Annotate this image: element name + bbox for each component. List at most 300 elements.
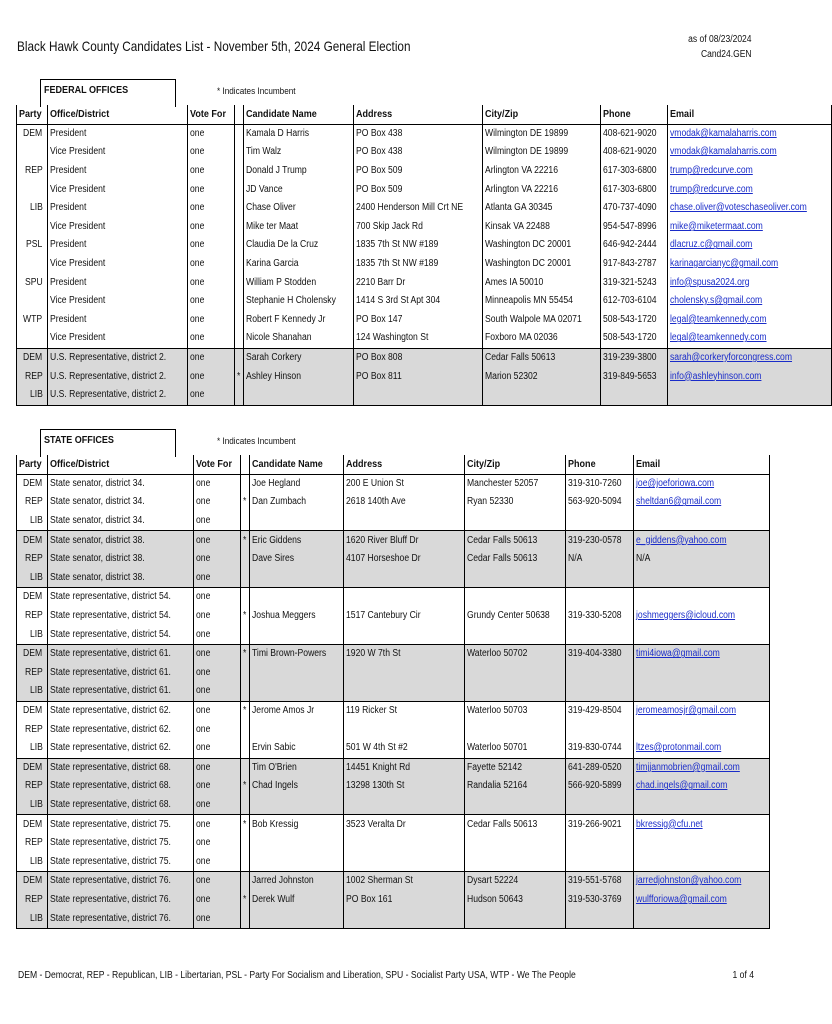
city-zip-cell bbox=[465, 701, 566, 720]
candidate-name-cell-text: Karina Garcia bbox=[246, 258, 299, 270]
phone-cell-text: 319-266-9021 bbox=[568, 818, 622, 830]
incumbent-marker bbox=[240, 531, 249, 550]
phone-cell bbox=[600, 273, 667, 292]
candidate-name-cell-text: Kamala D Harris bbox=[246, 127, 310, 139]
city-zip-cell bbox=[483, 329, 600, 348]
email-cell bbox=[633, 682, 769, 701]
party-cell bbox=[17, 891, 48, 910]
candidate-name-cell-text: Tim O'Brien bbox=[251, 761, 297, 773]
candidate-name-cell-text: Dave Sires bbox=[251, 553, 294, 565]
address-cell-text: 2618 140th Ave bbox=[345, 496, 406, 508]
office-cell bbox=[48, 218, 188, 237]
phone-cell bbox=[600, 367, 667, 386]
federal-incumbent-note: * Indicates Incumbent bbox=[217, 86, 296, 97]
email-link[interactable]: legal@teamkennedy.com bbox=[669, 313, 767, 325]
city-zip-cell bbox=[465, 891, 566, 910]
candidate-name-cell bbox=[249, 493, 343, 512]
column-header-label: Candidate Name bbox=[246, 108, 317, 121]
email-cell[interactable] bbox=[633, 701, 769, 720]
office-cell bbox=[48, 124, 188, 143]
incumbent-marker bbox=[235, 311, 244, 330]
city-zip-cell-text: Washington DC 20001 bbox=[485, 258, 572, 270]
vote-for-cell bbox=[188, 143, 235, 162]
phone-cell bbox=[566, 739, 633, 758]
email-cell[interactable] bbox=[667, 273, 831, 292]
table-row bbox=[17, 512, 770, 531]
email-cell[interactable] bbox=[633, 607, 769, 626]
office-cell bbox=[48, 758, 194, 777]
vote-for-cell-text: one bbox=[195, 855, 211, 867]
email-cell[interactable] bbox=[667, 348, 831, 367]
candidate-name-cell bbox=[249, 607, 343, 626]
incumbent-marker bbox=[235, 124, 244, 143]
party-cell bbox=[17, 124, 48, 143]
candidate-name-cell bbox=[244, 143, 354, 162]
candidate-name-cell bbox=[249, 644, 343, 663]
phone-cell bbox=[566, 607, 633, 626]
office-cell bbox=[48, 644, 194, 663]
party-cell bbox=[17, 777, 48, 796]
party-cell bbox=[17, 625, 48, 644]
party-cell bbox=[17, 512, 48, 531]
email-cell bbox=[633, 852, 769, 871]
address-cell-text: 4107 Horseshoe Dr bbox=[345, 553, 421, 565]
office-cell-text: State senator, district 38. bbox=[50, 534, 145, 546]
email-link[interactable]: joshmeggers@icloud.com bbox=[635, 610, 735, 622]
email-link[interactable]: sarah@corkeryforcongress.com bbox=[669, 352, 792, 364]
email-link[interactable]: jarredjohnston@yahoo.com bbox=[635, 875, 741, 887]
email-cell[interactable] bbox=[633, 891, 769, 910]
office-cell bbox=[48, 682, 194, 701]
vote-for-cell bbox=[193, 720, 240, 739]
city-zip-cell-text: Cedar Falls 50613 bbox=[467, 534, 538, 546]
vote-for-cell-text: one bbox=[190, 389, 205, 401]
email-cell[interactable] bbox=[667, 218, 831, 237]
address-cell bbox=[343, 815, 464, 834]
table-row bbox=[17, 852, 770, 871]
email-link[interactable]: ltzes@protonmail.com bbox=[635, 742, 721, 754]
email-cell bbox=[667, 386, 831, 405]
vote-for-cell bbox=[193, 664, 240, 683]
incumbent-marker-text: * bbox=[237, 370, 241, 382]
city-zip-cell bbox=[465, 607, 566, 626]
table-row bbox=[17, 644, 770, 663]
email-cell bbox=[633, 796, 769, 815]
federal-section-label: FEDERAL OFFICES bbox=[44, 84, 129, 96]
email-link[interactable]: wulfforiowa@gmail.com bbox=[635, 893, 727, 905]
candidate-name-cell bbox=[244, 180, 354, 199]
vote-for-cell-text: one bbox=[195, 818, 211, 830]
email-link[interactable]: trump@redcurve.com bbox=[669, 183, 753, 195]
vote-for-cell bbox=[193, 909, 240, 928]
column-header bbox=[188, 105, 235, 124]
incumbent-marker bbox=[235, 162, 244, 181]
email-cell bbox=[633, 625, 769, 644]
email-cell[interactable] bbox=[667, 292, 831, 311]
phone-cell-text: 319-849-5653 bbox=[602, 370, 657, 382]
party-cell-text: DEM bbox=[23, 818, 43, 830]
office-cell bbox=[48, 236, 188, 255]
email-cell[interactable] bbox=[633, 531, 769, 550]
office-cell-text: President bbox=[50, 127, 87, 139]
phone-cell bbox=[566, 625, 633, 644]
address-cell bbox=[353, 124, 483, 143]
table-row bbox=[17, 199, 832, 218]
email-link[interactable]: timi4iowa@gmail.com bbox=[635, 648, 720, 660]
party-cell-text: LIB bbox=[30, 202, 44, 214]
incumbent-marker bbox=[235, 199, 244, 218]
address-cell bbox=[353, 386, 483, 405]
address-cell bbox=[343, 796, 464, 815]
incumbent-marker bbox=[235, 273, 244, 292]
vote-for-cell-text: one bbox=[190, 239, 205, 251]
candidate-name-cell bbox=[244, 311, 354, 330]
party-cell bbox=[17, 199, 48, 218]
city-zip-cell-text: South Walpole MA 02071 bbox=[485, 313, 582, 325]
email-link[interactable]: dlacruz.c@gmail.com bbox=[669, 239, 753, 251]
vote-for-cell-text: one bbox=[190, 258, 205, 270]
incumbent-marker bbox=[240, 512, 249, 531]
office-cell bbox=[48, 588, 194, 607]
party-cell-text: LIB bbox=[30, 855, 44, 867]
email-link[interactable]: timjjanmobrien@gmail.com bbox=[635, 761, 740, 773]
email-cell[interactable] bbox=[667, 367, 831, 386]
address-cell-text: 1920 W 7th St bbox=[345, 648, 401, 660]
incumbent-marker-text: * bbox=[242, 534, 247, 546]
phone-cell-text: 646-942-2444 bbox=[602, 239, 657, 251]
vote-for-cell bbox=[188, 199, 235, 218]
office-cell-text: State representative, district 76. bbox=[50, 893, 172, 905]
email-link[interactable]: info@spusa2024.org bbox=[669, 276, 750, 288]
email-cell[interactable] bbox=[633, 815, 769, 834]
candidate-name-cell bbox=[249, 682, 343, 701]
email-cell[interactable] bbox=[633, 493, 769, 512]
party-cell-text: LIB bbox=[30, 685, 44, 697]
phone-cell-text: 617-303-6800 bbox=[602, 183, 657, 195]
candidate-name-cell bbox=[244, 255, 354, 274]
city-zip-cell bbox=[483, 348, 600, 367]
candidate-name-cell-text: Joe Hegland bbox=[251, 477, 300, 489]
party-cell bbox=[17, 739, 48, 758]
office-cell bbox=[48, 143, 188, 162]
vote-for-cell bbox=[188, 386, 235, 405]
vote-for-cell bbox=[193, 796, 240, 815]
candidate-name-cell bbox=[249, 739, 343, 758]
column-header bbox=[235, 105, 244, 124]
office-cell bbox=[48, 834, 194, 853]
candidate-name-cell-text: JD Vance bbox=[246, 183, 283, 195]
address-cell bbox=[353, 199, 483, 218]
office-cell-text: State senator, district 38. bbox=[50, 553, 145, 565]
office-cell bbox=[48, 909, 194, 928]
address-cell-text: PO Box 438 bbox=[355, 127, 402, 139]
address-cell bbox=[353, 273, 483, 292]
address-cell bbox=[353, 329, 483, 348]
address-cell bbox=[343, 493, 464, 512]
table-row bbox=[17, 872, 770, 891]
email-link[interactable]: vmodak@kamalaharris.com bbox=[669, 146, 777, 158]
phone-cell bbox=[600, 218, 667, 237]
vote-for-cell bbox=[188, 255, 235, 274]
party-cell bbox=[17, 607, 48, 626]
address-cell bbox=[353, 143, 483, 162]
vote-for-cell bbox=[188, 218, 235, 237]
table-row bbox=[17, 739, 770, 758]
column-header bbox=[566, 455, 633, 474]
phone-cell bbox=[566, 682, 633, 701]
vote-for-cell bbox=[188, 180, 235, 199]
phone-cell bbox=[566, 796, 633, 815]
office-cell bbox=[48, 607, 194, 626]
vote-for-cell-text: one bbox=[195, 610, 211, 622]
column-header bbox=[353, 105, 483, 124]
office-cell-text: State representative, district 68. bbox=[50, 798, 172, 810]
party-cell-text: SPU bbox=[24, 276, 43, 288]
address-cell bbox=[343, 852, 464, 871]
party-cell-text: REP bbox=[24, 370, 43, 382]
office-cell-text: State senator, district 34. bbox=[50, 496, 145, 508]
phone-cell-text: 319-404-3380 bbox=[568, 648, 622, 660]
vote-for-cell bbox=[193, 644, 240, 663]
address-cell bbox=[353, 348, 483, 367]
city-zip-cell bbox=[465, 682, 566, 701]
candidate-name-cell bbox=[249, 815, 343, 834]
candidate-name-cell-text: Tim Walz bbox=[246, 146, 282, 158]
incumbent-marker bbox=[235, 236, 244, 255]
address-cell bbox=[353, 255, 483, 274]
candidate-name-cell bbox=[244, 386, 354, 405]
email-cell[interactable] bbox=[633, 872, 769, 891]
email-cell[interactable] bbox=[667, 255, 831, 274]
city-zip-cell bbox=[483, 180, 600, 199]
candidate-name-cell bbox=[244, 292, 354, 311]
table-row bbox=[17, 292, 832, 311]
vote-for-cell-text: one bbox=[195, 798, 211, 810]
email-cell[interactable] bbox=[667, 329, 831, 348]
candidate-name-cell-text: Nicole Shanahan bbox=[246, 332, 312, 344]
city-zip-cell-text: Washington DC 20001 bbox=[485, 239, 572, 251]
office-cell bbox=[48, 162, 188, 181]
city-zip-cell bbox=[465, 474, 566, 493]
city-zip-cell bbox=[465, 815, 566, 834]
vote-for-cell bbox=[193, 852, 240, 871]
table-row bbox=[17, 607, 770, 626]
email-link[interactable]: sheltdan6@gmail.com bbox=[635, 496, 721, 508]
state-section-label: STATE OFFICES bbox=[44, 434, 114, 446]
vote-for-cell-text: one bbox=[195, 893, 211, 905]
office-cell-text: U.S. Representative, district 2. bbox=[50, 370, 167, 382]
address-cell bbox=[343, 531, 464, 550]
city-zip-cell-text: Waterloo 50701 bbox=[467, 742, 528, 754]
office-cell bbox=[48, 531, 194, 550]
city-zip-cell bbox=[465, 531, 566, 550]
email-link[interactable]: jeromeamosjr@gmail.com bbox=[635, 705, 736, 717]
email-cell[interactable] bbox=[633, 739, 769, 758]
city-zip-cell-text: Randalia 52164 bbox=[467, 780, 528, 792]
party-cell bbox=[17, 569, 48, 588]
email-cell[interactable] bbox=[633, 758, 769, 777]
office-cell bbox=[48, 474, 194, 493]
city-zip-cell-text: Cedar Falls 50613 bbox=[467, 553, 538, 565]
phone-cell bbox=[566, 891, 633, 910]
office-cell bbox=[48, 311, 188, 330]
phone-cell-text: 617-303-6800 bbox=[602, 165, 657, 177]
party-cell-text: DEM bbox=[23, 534, 43, 546]
office-cell bbox=[48, 493, 194, 512]
table-row bbox=[17, 891, 770, 910]
phone-cell bbox=[566, 588, 633, 607]
email-cell[interactable] bbox=[633, 644, 769, 663]
candidate-name-cell-text: Stephanie H Cholensky bbox=[246, 295, 336, 307]
column-header bbox=[244, 105, 354, 124]
email-cell[interactable] bbox=[633, 777, 769, 796]
office-cell bbox=[48, 625, 194, 644]
party-cell-text: LIB bbox=[30, 515, 44, 527]
email-cell[interactable] bbox=[667, 199, 831, 218]
party-cell-text: DEM bbox=[23, 127, 43, 139]
email-link[interactable]: bkressig@cfu.net bbox=[635, 818, 703, 830]
incumbent-marker-text: * bbox=[242, 705, 247, 717]
party-cell bbox=[17, 815, 48, 834]
city-zip-cell bbox=[465, 550, 566, 569]
email-cell[interactable] bbox=[667, 143, 831, 162]
party-cell-text: WTP bbox=[23, 313, 43, 325]
candidate-name-cell-text: Derek Wulf bbox=[251, 893, 294, 905]
vote-for-cell bbox=[193, 872, 240, 891]
address-cell bbox=[343, 720, 464, 739]
office-cell-text: U.S. Representative, district 2. bbox=[50, 389, 167, 401]
table-row bbox=[17, 348, 832, 367]
address-cell-text: 1517 Cantebury Cir bbox=[345, 610, 421, 622]
address-cell bbox=[353, 292, 483, 311]
candidate-name-cell bbox=[249, 796, 343, 815]
party-cell bbox=[17, 909, 48, 928]
address-cell bbox=[343, 588, 464, 607]
office-cell-text: Vice President bbox=[50, 295, 106, 307]
party-cell bbox=[17, 493, 48, 512]
office-cell-text: State representative, district 54. bbox=[50, 591, 172, 603]
party-cell bbox=[17, 218, 48, 237]
phone-cell bbox=[566, 664, 633, 683]
phone-cell bbox=[566, 815, 633, 834]
address-cell-text: 1414 S 3rd St Apt 304 bbox=[355, 295, 440, 307]
office-cell bbox=[48, 367, 188, 386]
email-link[interactable]: chase.oliver@voteschaseoliver.com bbox=[669, 202, 807, 214]
incumbent-marker bbox=[240, 796, 249, 815]
city-zip-cell bbox=[465, 796, 566, 815]
address-cell-text: 3523 Veralta Dr bbox=[345, 818, 406, 830]
phone-cell-text: 319-321-5243 bbox=[602, 276, 657, 288]
phone-cell bbox=[600, 348, 667, 367]
phone-cell bbox=[600, 311, 667, 330]
incumbent-marker bbox=[240, 569, 249, 588]
incumbent-marker bbox=[240, 834, 249, 853]
office-cell-text: State senator, district 34. bbox=[50, 477, 145, 489]
email-link[interactable]: chad.ingels@gmail.com bbox=[635, 780, 728, 792]
address-cell bbox=[343, 682, 464, 701]
party-cell bbox=[17, 386, 48, 405]
federal-offices-table bbox=[16, 105, 832, 406]
email-cell[interactable] bbox=[667, 162, 831, 181]
incumbent-marker bbox=[240, 739, 249, 758]
column-header-label: City/Zip bbox=[467, 458, 501, 471]
party-cell bbox=[17, 143, 48, 162]
incumbent-marker bbox=[240, 909, 249, 928]
party-cell bbox=[17, 311, 48, 330]
email-link[interactable]: cholensky.s@gmail.com bbox=[669, 295, 763, 307]
office-cell-text: State senator, district 38. bbox=[50, 571, 145, 583]
party-cell bbox=[17, 367, 48, 386]
column-header bbox=[249, 455, 343, 474]
email-cell[interactable] bbox=[667, 180, 831, 199]
email-cell[interactable] bbox=[667, 124, 831, 143]
email-cell bbox=[633, 569, 769, 588]
vote-for-cell bbox=[193, 474, 240, 493]
party-cell-text: PSL bbox=[26, 239, 43, 251]
email-link[interactable]: mike@miketermaat.com bbox=[669, 220, 763, 232]
candidate-name-cell-text: Chase Oliver bbox=[246, 202, 296, 214]
incumbent-marker bbox=[240, 777, 249, 796]
email-cell[interactable] bbox=[633, 474, 769, 493]
vote-for-cell-text: one bbox=[190, 332, 205, 344]
city-zip-cell bbox=[483, 292, 600, 311]
vote-for-cell bbox=[188, 329, 235, 348]
phone-cell bbox=[600, 236, 667, 255]
email-link[interactable]: info@ashleyhinson.com bbox=[669, 370, 762, 382]
as-of-date: as of 08/23/2024 bbox=[688, 34, 752, 45]
party-cell bbox=[17, 531, 48, 550]
email-link[interactable]: legal@teamkennedy.com bbox=[669, 332, 767, 344]
column-header bbox=[17, 455, 48, 474]
city-zip-cell-text: Ames IA 50010 bbox=[485, 276, 544, 288]
email-link[interactable]: karinagarcianyc@gmail.com bbox=[669, 258, 778, 270]
office-cell bbox=[48, 292, 188, 311]
email-cell[interactable] bbox=[667, 236, 831, 255]
email-link[interactable]: vmodak@kamalaharris.com bbox=[669, 127, 777, 139]
email-link[interactable]: joe@joeforiowa.com bbox=[635, 477, 714, 489]
party-cell bbox=[17, 255, 48, 274]
column-header-label: Email bbox=[635, 458, 660, 471]
email-link[interactable]: e_giddens@yahoo.com bbox=[635, 534, 727, 546]
vote-for-cell-text: one bbox=[195, 553, 211, 565]
address-cell bbox=[353, 218, 483, 237]
vote-for-cell-text: one bbox=[195, 912, 211, 924]
office-cell bbox=[48, 852, 194, 871]
candidate-name-cell bbox=[249, 777, 343, 796]
column-header bbox=[465, 455, 566, 474]
vote-for-cell-text: one bbox=[195, 685, 211, 697]
phone-cell bbox=[600, 162, 667, 181]
phone-cell bbox=[566, 531, 633, 550]
office-cell-text: State representative, district 75. bbox=[50, 837, 172, 849]
office-cell bbox=[48, 255, 188, 274]
party-cell bbox=[17, 758, 48, 777]
table-row bbox=[17, 531, 770, 550]
address-cell-text: 200 E Union St bbox=[345, 477, 404, 489]
email-link[interactable]: trump@redcurve.com bbox=[669, 165, 753, 177]
email-cell[interactable] bbox=[667, 311, 831, 330]
candidate-name-cell bbox=[244, 329, 354, 348]
city-zip-cell-text: Marion 52302 bbox=[485, 370, 538, 382]
candidate-name-cell-text: Sarah Corkery bbox=[246, 352, 302, 364]
column-header-row bbox=[17, 105, 832, 124]
column-header-label: Party bbox=[19, 458, 42, 471]
office-cell bbox=[48, 664, 194, 683]
party-cell bbox=[17, 682, 48, 701]
table-row bbox=[17, 720, 770, 739]
phone-cell bbox=[566, 758, 633, 777]
address-cell bbox=[343, 891, 464, 910]
